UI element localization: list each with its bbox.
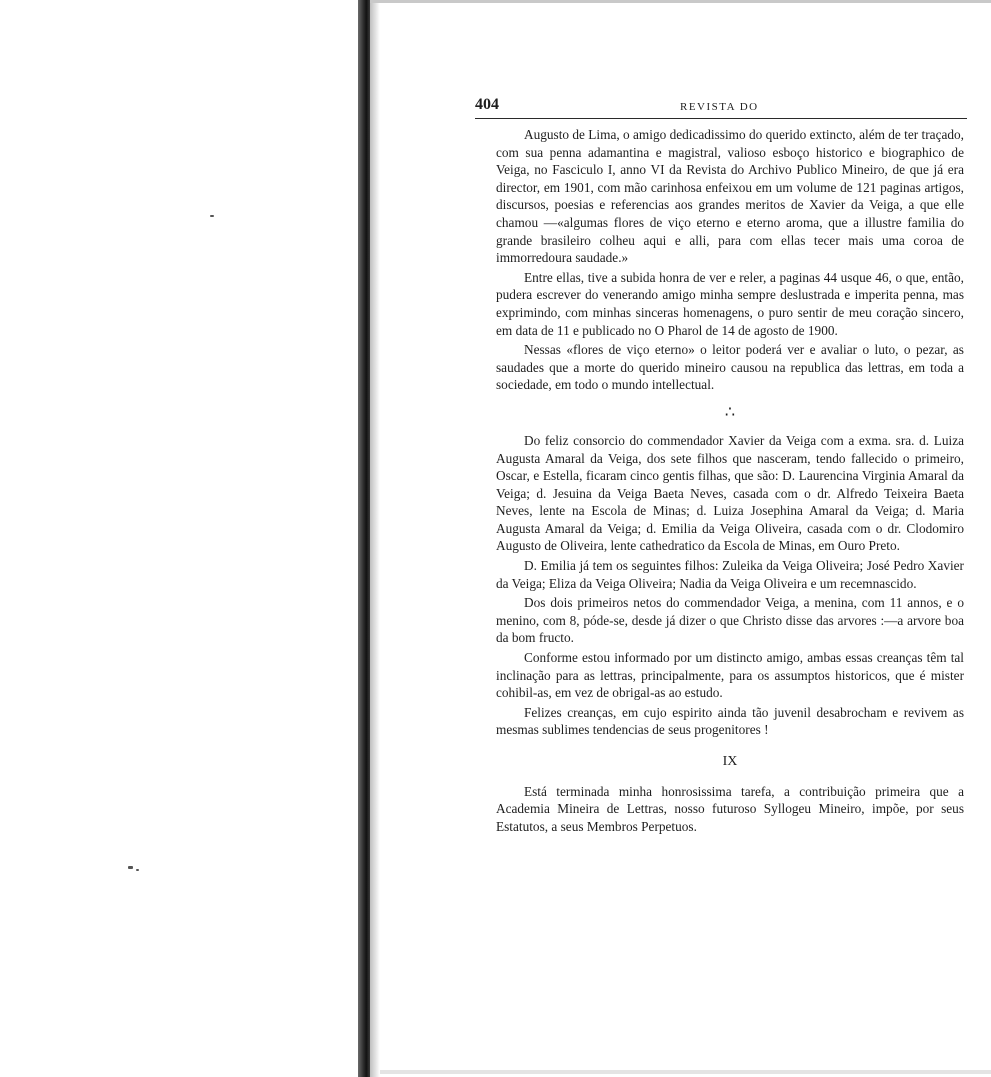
paragraph: Está terminada minha honrosissima tarefa, a contribuição primeira que a Academia Mineira de Lettras, nosso futuroso Syllogeu Mineiro, impõe, por seus Estatutos, a seus Membros Perpetuos. (496, 783, 964, 834)
body-text (496, 126, 964, 835)
page-header (475, 96, 967, 119)
running-head: REVISTA DO (680, 101, 759, 113)
ink-speck (128, 866, 133, 869)
paragraph: Dos dois primeiros netos do commendador Veiga, a menina, com 11 annos, e o menino, com 8, póde-se, desde já dizer o que Christo disse das arvores :—a arvore boa da bom fructo. (496, 595, 964, 646)
right-page (380, 0, 991, 1077)
paragraph: Nessas «flores de viço eterno» o leitor poderá ver e avaliar o luto, o pezar, as saudades que a morte do querido mineiro causou na republica das lettras, em toda a sociedade, em todo o mundo intellectual. (496, 342, 964, 393)
section-heading: IX (722, 754, 738, 769)
paragraph: Felizes creanças, em cujo espirito ainda tão juvenil desabrocham e revivem as mesmas sublimes tendencias de seus progenitores ! (496, 704, 964, 738)
spine-shadow (370, 0, 380, 1077)
ink-speck (210, 215, 214, 217)
book-spine (358, 0, 370, 1077)
section-separator: ∴ (724, 403, 736, 421)
ink-speck (136, 869, 139, 871)
left-blank-page (0, 0, 358, 1077)
paragraph: Entre ellas, tive a subida honra de ver e reler, a paginas 44 usque 46, o que, então, pudera escrever do venerando amigo minha sempre deslustrada e imperita penna, mas exprimindo, com minhas sinceras homenagens, o puro sentir de meu coração sincero, em data de 11 e publicado no O Pharol de 14 de agosto de 1900. (496, 269, 964, 338)
paragraph: Augusto de Lima, o amigo dedicadissimo do querido extincto, além de ter traçado, com sua penna adamantina e magistral, valioso esboço historico e biographico de Veiga, no Fasciculo I, anno VI da Revista do Archivo Publico Mineiro, de que já era director, em 1901, com mão carinhosa enfeixou em um volume de 121 paginas artigos, discursos, poesias e referencias aos grandes meritos de Xavier da Veiga, a que elle chamou —«algumas flores de viço eterno e eterno aroma, que a illustre familia do grande brasileiro colheu aqui e alli, para com ellas tecer mais uma coroa de immorredoura saudade.» (496, 127, 964, 266)
page-number: 404 (475, 96, 499, 113)
page-bottom-edge (380, 1070, 991, 1074)
paragraph: Conforme estou informado por um distincto amigo, ambas essas creanças têm tal inclinação para as lettras, principalmente, para os assumptos historicos, que é mister cohibil-as, em vez de obrigal-as ao estudo. (496, 650, 964, 701)
paragraph: D. Emilia já tem os seguintes filhos: Zuleika da Veiga Oliveira; José Pedro Xavier da Veiga; Eliza da Veiga Oliveira; Nadia da Veiga Oliveira e um recemnascido. (496, 558, 964, 591)
paragraph: Do feliz consorcio do commendador Xavier da Veiga com a exma. sra. d. Luiza Augusta Amaral da Veiga, dos sete filhos que nasceram, tendo fallecido o primeiro, Oscar, e Estella, ficaram cinco gentis filhas, que são: D. Laurencina Virginia Amaral da Veiga; d. Jesuina da Veiga Baeta Neves, casada com o dr. Alfredo Teixeira Baeta Neves, lente na Escola de Minas; d. Luiza Josephina Amaral da Veiga; d. Maria Augusta Amaral da Veiga; d. Emilia da Veiga Oliveira, casada com o dr. Clodomiro Augusto de Oliveira, lente cathedratico da Escola de Minas, em Ouro Preto. (496, 432, 964, 554)
